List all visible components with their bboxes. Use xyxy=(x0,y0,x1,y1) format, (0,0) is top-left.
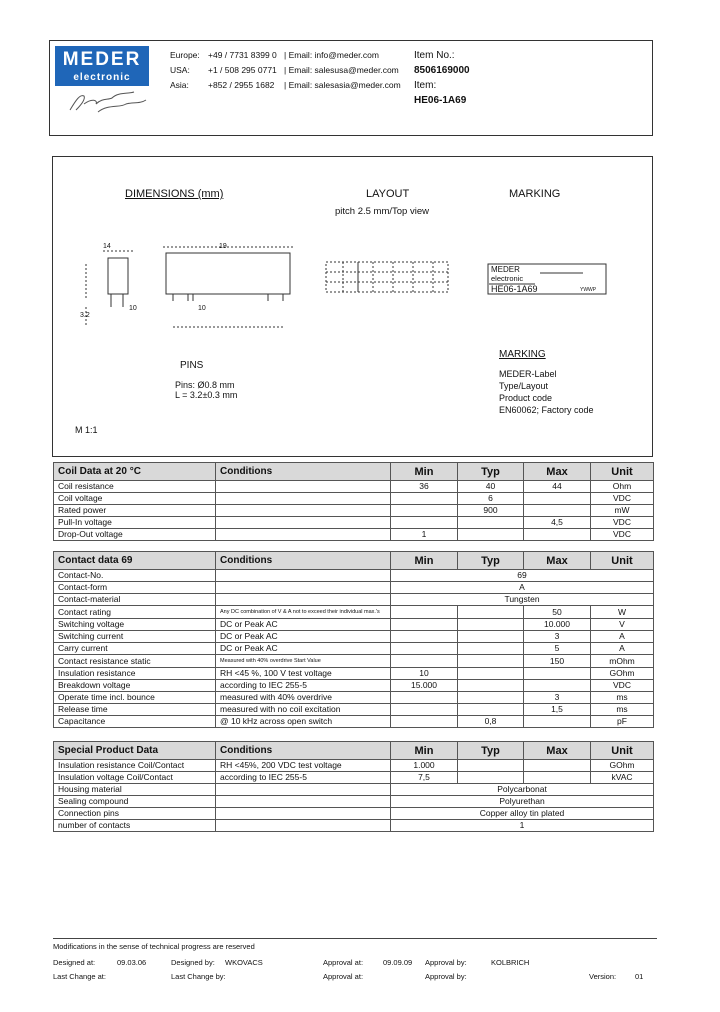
table-row: Insulation resistance Coil/Contact RH <45%, 200 VDC test voltage 1.000 GOhm xyxy=(54,760,654,772)
layout-grid xyxy=(326,262,448,292)
marking-head: MARKING xyxy=(499,349,546,360)
table-header: Contact data 69 Conditions Min Typ Max Unit xyxy=(54,552,654,570)
table-row: Sealing compound Polyurethan xyxy=(54,796,654,808)
dim-32: 3.2 xyxy=(80,312,90,319)
dim-10: 10 xyxy=(129,305,137,312)
version-label: Version: xyxy=(589,972,617,981)
item-label: Item: xyxy=(414,80,437,91)
logo-main: MEDER xyxy=(62,49,142,70)
label-part: HE06-1A69 xyxy=(491,284,538,294)
contact-europe: Europe: +49 / 7731 8399 0 | Email: info@meder.com xyxy=(170,50,379,60)
designed-by: WKOVACS xyxy=(225,958,263,967)
version: 01 xyxy=(635,972,644,981)
table-row: Release time measured with no coil excitation 1,5 ms xyxy=(54,704,654,716)
contact-list xyxy=(170,48,401,93)
layout-subtitle: pitch 2.5 mm/Top view xyxy=(335,206,429,217)
table-row: Switching current DC or Peak AC 3 A xyxy=(54,631,654,643)
table-row: Operate time incl. bounce measured with 40% overdrive 3 ms xyxy=(54,692,654,704)
item-name: HE06-1A69 xyxy=(414,95,467,106)
dim-19: 19 xyxy=(219,243,227,250)
marking-title: MARKING xyxy=(509,188,561,200)
table-row: Insulation voltage Coil/Contact according to IEC 255-5 7,5 kVAC xyxy=(54,772,654,784)
table-row: Drop-Out voltage 1 VDC xyxy=(54,529,654,541)
contact-data-table xyxy=(53,551,654,728)
marking-line-3: Product code xyxy=(499,393,553,403)
table-row: Contact resistance static Measured with 40% overdrive Start Value 150 mOhm xyxy=(54,655,654,668)
approval-at-label: Approval at: xyxy=(323,958,364,967)
logo-sub: electronic xyxy=(73,72,131,83)
table-header: Special Product Data Conditions Min Typ Max Unit xyxy=(54,742,654,760)
table-row: Switching voltage DC or Peak AC 10.000 V xyxy=(54,619,654,631)
marking-line-1: MEDER-Label xyxy=(499,369,557,379)
table-row: Housing material Polycarbonat xyxy=(54,784,654,796)
dim-10b: 10 xyxy=(198,305,206,312)
pins-line-2: L = 3.2±0.3 mm xyxy=(175,390,238,400)
contact-asia: Asia: +852 / 2955 1682 | Email: salesasia@meder.com xyxy=(170,80,401,90)
layout-title: LAYOUT xyxy=(366,188,410,200)
table-row: Carry current DC or Peak AC 5 A xyxy=(54,643,654,655)
table-row: Breakdown voltage according to IEC 255-5 15.000 VDC xyxy=(54,680,654,692)
coil-data-table xyxy=(53,462,654,541)
marking-line-4: EN60062; Factory code xyxy=(499,405,594,415)
dim-14: 14 xyxy=(103,243,111,250)
drawing-box xyxy=(52,156,653,457)
approval-by-label: Approval by: xyxy=(425,958,467,967)
footer xyxy=(53,938,657,981)
label-sub: electronic xyxy=(491,274,524,283)
label-date: YWWP xyxy=(580,287,597,293)
table-header: Coil Data at 20 °C Conditions Min Typ Max Unit xyxy=(54,463,654,481)
table-row: Rated power 900 mW xyxy=(54,505,654,517)
approval-by: KOLBRICH xyxy=(491,958,530,967)
label-brand: MEDER xyxy=(491,265,520,274)
table-row: Coil voltage 6 VDC xyxy=(54,493,654,505)
front-view-body xyxy=(166,253,290,294)
item-no-label: Item No.: xyxy=(414,50,455,61)
dimensions-title: DIMENSIONS (mm) xyxy=(125,188,224,200)
table-row: Pull-In voltage 4,5 VDC xyxy=(54,517,654,529)
designed-at-label: Designed at: xyxy=(53,958,96,967)
header-box xyxy=(49,40,653,136)
last-change-by-label: Last Change by: xyxy=(171,972,226,981)
footer-note: Modifications in the sense of technical progress are reserved xyxy=(53,942,255,951)
table-row: Insulation resistance RH <45 %, 100 V test voltage 10 GOhm xyxy=(54,668,654,680)
table-row: Contact rating Any DC combination of V & A not to exceed their individual max.'s 50 W xyxy=(54,606,654,619)
table-row: Contact-material Tungsten xyxy=(54,594,654,606)
signature-icon xyxy=(68,86,148,116)
item-no: 8506169000 xyxy=(414,65,470,76)
approval-by-label-2: Approval by: xyxy=(425,972,467,981)
table-row: number of contacts 1 xyxy=(54,820,654,832)
scale: M 1:1 xyxy=(75,425,98,435)
last-change-label: Last Change at: xyxy=(53,972,106,981)
approval-at: 09.09.09 xyxy=(383,958,413,967)
meder-logo xyxy=(55,46,149,86)
table-row: Capacitance @ 10 kHz across open switch 0,8 pF xyxy=(54,716,654,728)
table-row: Contact-No. 69 xyxy=(54,570,654,582)
designed-at: 09.03.06 xyxy=(117,958,147,967)
approval-at-label-2: Approval at: xyxy=(323,972,364,981)
table-row: Contact-form A xyxy=(54,582,654,594)
marking-line-2: Type/Layout xyxy=(499,381,549,391)
contact-usa: USA: +1 / 508 295 0771 | Email: salesusa@meder.com xyxy=(170,65,399,75)
pins-line-1: Pins: Ø0.8 mm xyxy=(175,380,235,390)
table-row: Coil resistance 36 40 44 Ohm xyxy=(54,481,654,493)
designed-by-label: Designed by: xyxy=(171,958,215,967)
table-row: Connection pins Copper alloy tin plated xyxy=(54,808,654,820)
side-view-body xyxy=(108,258,128,294)
special-product-table xyxy=(53,741,654,832)
item-info xyxy=(414,48,470,108)
pins-title: PINS xyxy=(180,360,204,371)
